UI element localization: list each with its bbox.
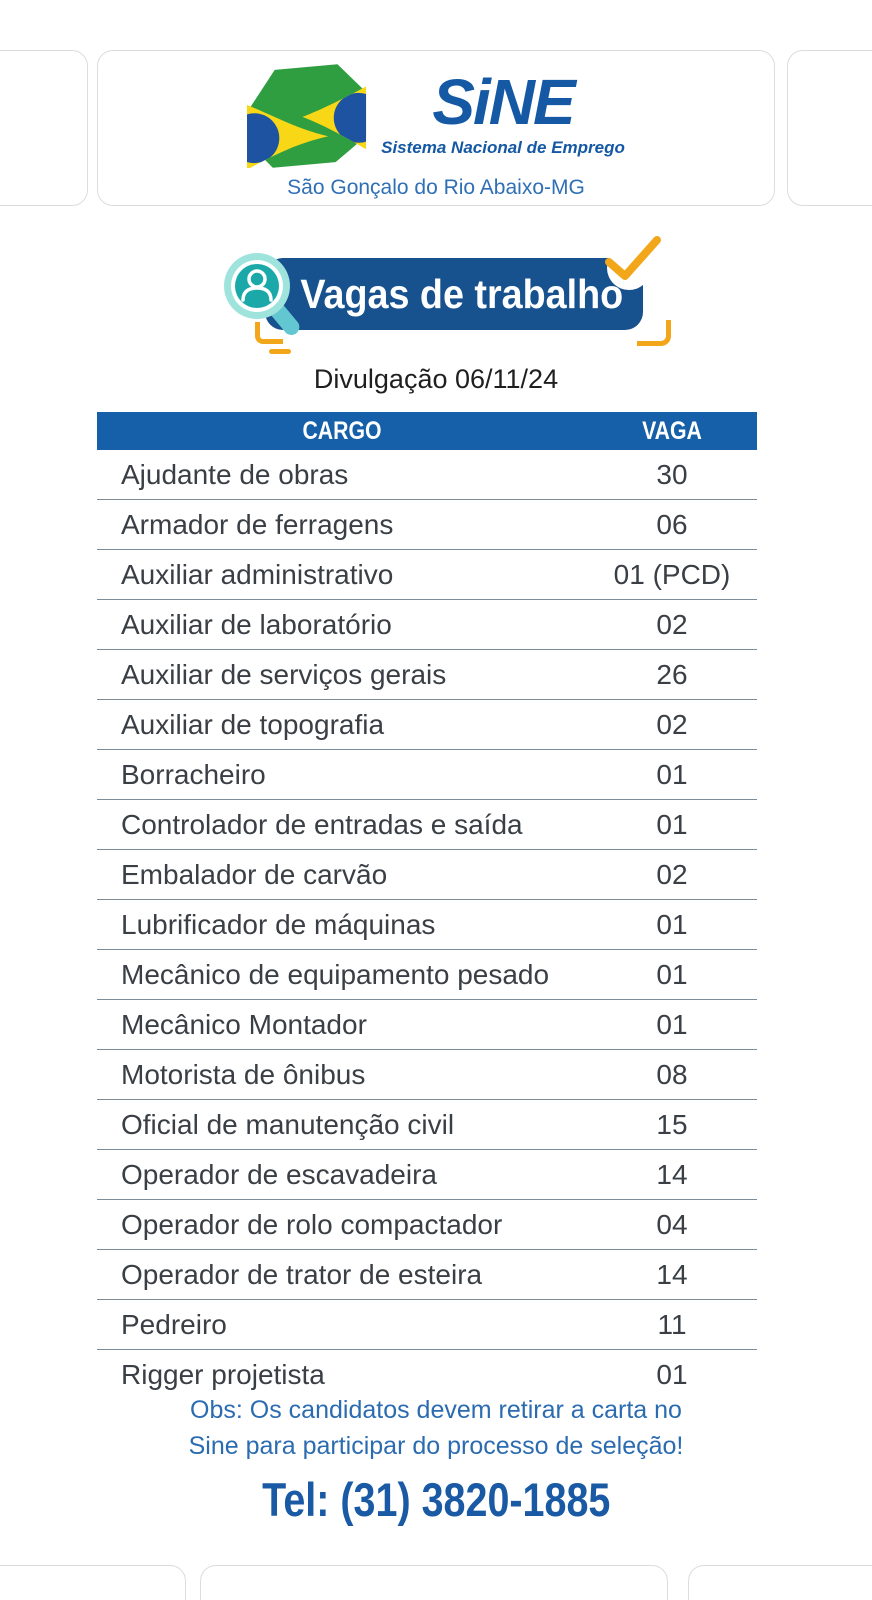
job-title-cell: Auxiliar de serviços gerais xyxy=(121,658,447,690)
column-header-cargo: CARGO xyxy=(302,416,382,445)
phone-number xyxy=(0,1472,872,1527)
table-row xyxy=(97,700,757,750)
vacancy-count-cell: 01 xyxy=(656,758,688,790)
table-row xyxy=(97,1150,757,1200)
column-header-vaga: VAGA xyxy=(642,416,702,445)
table-row xyxy=(97,1200,757,1250)
vacancy-count-cell: 14 xyxy=(656,1158,688,1190)
table-header-row xyxy=(97,412,757,450)
sine-wordmark xyxy=(381,66,625,158)
job-title-cell: Motorista de ônibus xyxy=(121,1058,366,1090)
brand-name: SiNE xyxy=(432,66,574,138)
vacancy-count-cell: 01 xyxy=(656,958,688,990)
table-row xyxy=(97,900,757,950)
corner-dash-icon xyxy=(269,349,291,354)
vacancy-count-cell: 08 xyxy=(656,1058,688,1090)
job-title-cell: Operador de rolo compactador xyxy=(121,1208,503,1240)
job-title-cell: Controlador de entradas e saída xyxy=(121,808,523,840)
bottom-card-middle[interactable] xyxy=(200,1565,668,1600)
table-row xyxy=(97,1300,757,1350)
job-title-cell: Embalador de carvão xyxy=(121,858,388,890)
table-row xyxy=(97,450,757,500)
vacancy-count-cell: 15 xyxy=(656,1108,688,1140)
banner-plate xyxy=(265,258,643,330)
note-line-1: Obs: Os candidatos devem retirar a carta no xyxy=(190,1396,682,1424)
job-title-cell: Mecânico de equipamento pesado xyxy=(121,958,550,990)
note-line-2: Sine para participar do processo de seleção! xyxy=(188,1432,684,1460)
vacancy-count-cell: 02 xyxy=(656,708,688,740)
job-title-cell: Operador de escavadeira xyxy=(121,1158,437,1190)
table-row xyxy=(97,650,757,700)
sine-logo xyxy=(247,64,625,168)
city-label: São Gonçalo do Rio Abaixo-MG xyxy=(287,176,585,199)
vacancy-count-cell: 02 xyxy=(656,858,688,890)
vacancy-count-cell: 02 xyxy=(656,608,688,640)
table-row xyxy=(97,600,757,650)
vacancy-count-cell: 01 xyxy=(656,1358,688,1390)
job-title-cell: Rigger projetista xyxy=(121,1358,325,1390)
publication-date: Divulgação 06/11/24 xyxy=(313,364,559,394)
job-title-cell: Armador de ferragens xyxy=(121,508,394,540)
table-row xyxy=(97,800,757,850)
table-row xyxy=(97,750,757,800)
sine-header-card xyxy=(97,50,775,206)
job-title-cell: Operador de trator de esteira xyxy=(121,1258,483,1290)
table-body xyxy=(97,450,757,1399)
vacancy-count-cell: 14 xyxy=(656,1258,688,1290)
table-row xyxy=(97,500,757,550)
bottom-card-left[interactable] xyxy=(0,1565,186,1600)
bottom-card-right[interactable] xyxy=(688,1565,872,1600)
brand-tagline: Sistema Nacional de Emprego xyxy=(381,138,625,157)
vacancy-count-cell: 30 xyxy=(656,458,688,490)
corner-bracket-br-icon xyxy=(637,320,671,346)
job-title-cell: Lubrificador de máquinas xyxy=(121,908,436,940)
vacancy-count-cell: 06 xyxy=(656,508,688,540)
table-row xyxy=(97,1000,757,1050)
vacancy-count-cell: 26 xyxy=(656,658,688,690)
sine-flag-s-icon xyxy=(247,64,367,168)
note-text xyxy=(0,1392,872,1464)
table-row xyxy=(97,550,757,600)
vacancy-count-cell: 11 xyxy=(657,1308,687,1340)
next-post-card[interactable] xyxy=(787,50,872,206)
vacancy-count-cell: 01 xyxy=(656,1008,688,1040)
job-title-cell: Auxiliar de topografia xyxy=(121,708,385,740)
job-title-cell: Borracheiro xyxy=(121,758,266,790)
job-title-cell: Auxiliar de laboratório xyxy=(121,608,392,640)
previous-post-card[interactable] xyxy=(0,50,88,206)
table-row xyxy=(97,1050,757,1100)
phone-number-text: Tel: (31) 3820-1885 xyxy=(261,1473,611,1526)
job-title-cell: Ajudante de obras xyxy=(121,458,349,490)
job-title-cell: Oficial de manutenção civil xyxy=(121,1108,455,1140)
job-title-cell: Mecânico Montador xyxy=(121,1008,367,1040)
vacancy-count-cell: 04 xyxy=(656,1208,688,1240)
table-row xyxy=(97,950,757,1000)
vacancy-count-cell: 01 xyxy=(656,808,688,840)
checkmark-icon xyxy=(599,232,667,290)
vacancy-count-cell: 01 xyxy=(656,908,688,940)
table-row xyxy=(97,850,757,900)
job-title-cell: Auxiliar administrativo xyxy=(121,558,394,590)
job-title-cell: Pedreiro xyxy=(121,1308,227,1340)
vacancies-table xyxy=(97,412,757,1399)
banner-title: Vagas de trabalho xyxy=(299,270,623,317)
table-row xyxy=(97,1250,757,1300)
vacancies-banner xyxy=(265,258,643,330)
vacancy-count-cell: 01 (PCD) xyxy=(613,558,731,590)
corner-bracket-bl-icon xyxy=(255,322,283,344)
table-row xyxy=(97,1100,757,1150)
